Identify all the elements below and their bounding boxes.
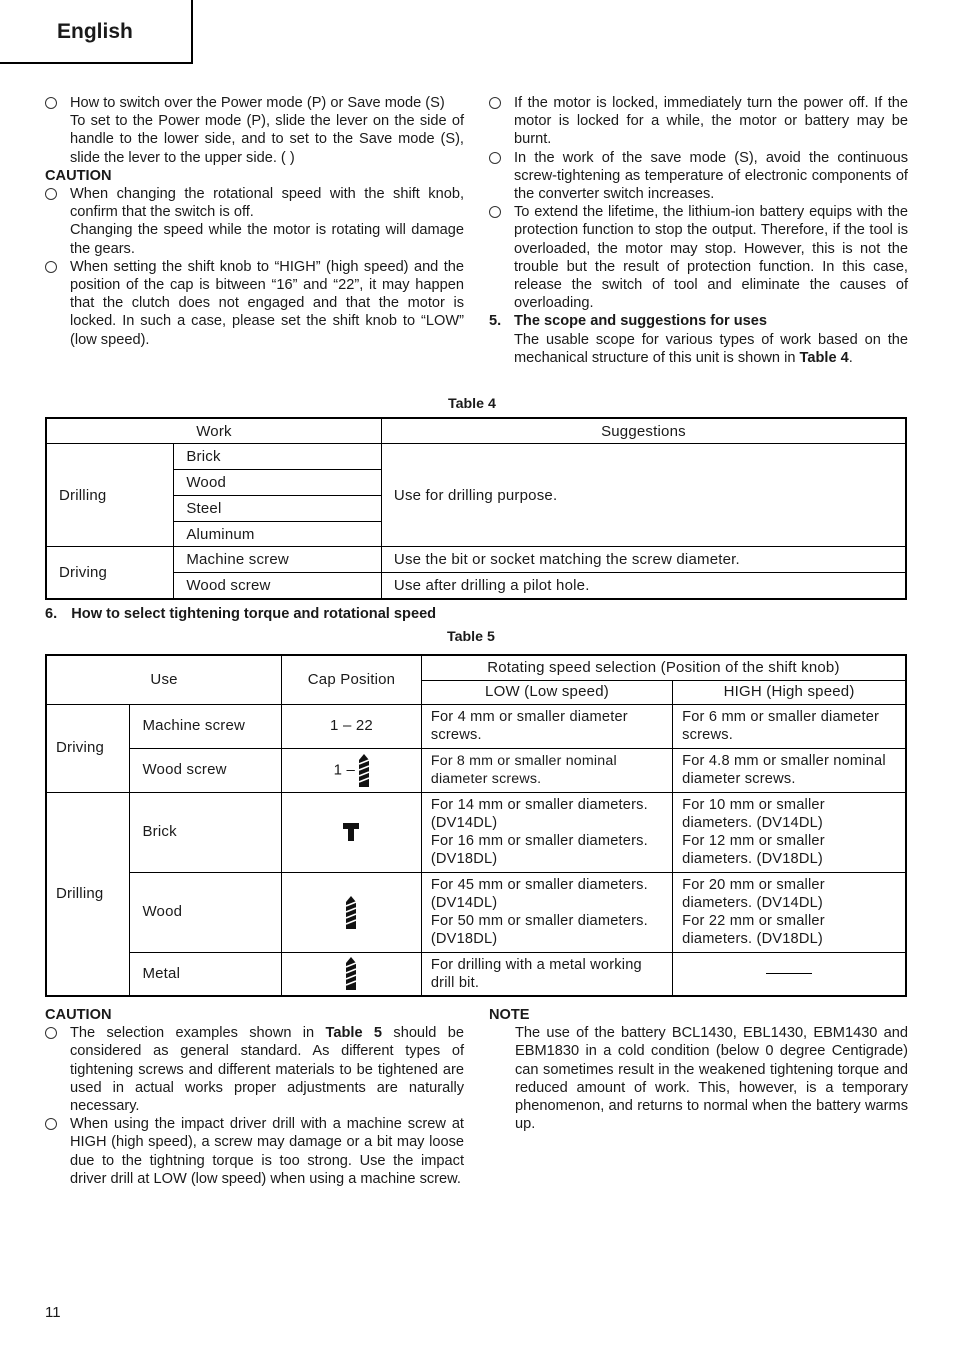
circle-bullet-icon <box>45 188 57 200</box>
table-5 <box>45 654 907 997</box>
cap-position: 1 – <box>282 748 422 792</box>
drill-bit-icon <box>346 896 356 929</box>
list-item <box>489 203 908 312</box>
drill-bit-icon <box>346 957 356 990</box>
header-rotating-speed: Rotating speed selection (Position of the shift knob) <box>421 655 906 680</box>
table-row <box>46 655 906 680</box>
circle-bullet-icon <box>45 261 57 273</box>
high-speed-cell <box>673 952 906 996</box>
caution-clutch-lock: When setting the shift knob to “HIGH” (high speed) and the position of the cap is bitween “16” and “22”, it may happen that the clutch does not engaged and that the motor is locked. In such a case, please set the shift knob to “LOW” (low speed). <box>70 258 464 348</box>
section-5 <box>489 312 908 367</box>
page-number: 11 <box>45 1304 61 1321</box>
header-cap-position: Cap Position <box>282 655 422 704</box>
cap-position <box>282 952 422 996</box>
caution-machine-screw: When using the impact driver drill with a machine screw at HIGH (high speed), a screw may damage or a bit may loose due to the tightning torque is too strong. Use the impact driver drill at LOW (low speed) when using a machine screw. <box>70 1116 464 1187</box>
list-item <box>45 1115 464 1188</box>
table5-caption: Table 5 <box>447 629 495 645</box>
header-suggestions: Suggestions <box>381 418 906 444</box>
language-label: English <box>57 20 133 43</box>
circle-bullet-icon <box>45 1118 57 1130</box>
note-body: The use of the battery BCL1430, EBL1430, EBM1430 and EBM1830 in a cold condition (below 0 degree Centigrade) can sometimes result in the weakened tightening torque and reduced amount of work. This, however, is a temporary phenomenon, and returns to normal when the battery warms up. <box>515 1025 908 1133</box>
save-mode-note: In the work of the save mode (S), avoid the continuous screw-tightening as temperature of electronic components of the converter switch increases. <box>514 149 908 203</box>
cap-position: 1 – 22 <box>282 704 422 748</box>
use-type: Machine screw <box>130 704 282 748</box>
header-low-speed: LOW (Low speed) <box>421 680 672 704</box>
note-heading: NOTE <box>489 1007 530 1023</box>
low-speed-cell: For 4 mm or smaller diameter screws. <box>421 704 672 748</box>
list-item <box>45 258 464 349</box>
work-category: Drilling <box>46 444 174 547</box>
material-cell: Wood <box>174 470 382 496</box>
suggestion-cell: Use for drilling purpose. <box>381 444 906 547</box>
suggestion-cell: Use the bit or socket matching the screw diameter. <box>381 547 906 573</box>
caution-heading: CAUTION <box>45 167 112 184</box>
bottom-right-column <box>489 1006 908 1133</box>
low-speed-cell: For 45 mm or smaller diameters. (DV14DL) For 50 mm or smaller diameters. (DV18DL) <box>421 872 672 952</box>
table-row <box>46 547 906 573</box>
caution-heading: CAUTION <box>45 1007 112 1023</box>
material-cell: Machine screw <box>174 547 382 573</box>
table-row <box>46 748 906 792</box>
table-row <box>46 872 906 952</box>
table-reference: Table 4 <box>799 349 849 366</box>
mode-switch-text: To set to the Power mode (P), slide the lever on the side of handle to the lower side, and to set to the Save mode (S), slide the lever to the upper side. ( ) <box>70 113 464 166</box>
left-column <box>45 94 464 349</box>
list-item <box>489 94 908 149</box>
material-cell: Wood screw <box>174 573 382 599</box>
circle-bullet-icon <box>489 152 501 164</box>
low-speed-cell: For drilling with a metal working drill bit. <box>421 952 672 996</box>
material-cell: Steel <box>174 495 382 521</box>
circle-bullet-icon <box>45 1027 57 1039</box>
list-item <box>489 149 908 204</box>
use-type: Brick <box>130 792 282 872</box>
table-row <box>46 792 906 872</box>
language-tab <box>0 0 193 64</box>
list-item <box>45 1024 464 1115</box>
high-speed-cell: For 10 mm or smaller diameters. (DV14DL) For 12 mm or smaller diameters. (DV18DL) <box>673 792 906 872</box>
low-speed-cell: For 14 mm or smaller diameters. (DV14DL) For 16 mm or smaller diameters. (DV18DL) <box>421 792 672 872</box>
table-row <box>46 444 906 470</box>
table-row <box>46 418 906 444</box>
section-title: How to select tightening torque and rotational speed <box>71 606 437 622</box>
material-cell: Aluminum <box>174 521 382 547</box>
high-speed-cell: For 4.8 mm or smaller nominal diameter screws. <box>673 748 906 792</box>
use-type: Wood <box>130 872 282 952</box>
tbit-icon <box>343 823 359 841</box>
header-work: Work <box>46 418 381 444</box>
high-speed-cell: For 20 mm or smaller diameters. (DV14DL) For 22 mm or smaller diameters. (DV18DL) <box>673 872 906 952</box>
table-4 <box>45 417 907 600</box>
work-category: Driving <box>46 547 174 599</box>
right-column <box>489 94 908 367</box>
use-category: Driving <box>46 704 130 792</box>
table-reference: Table 5 <box>325 1025 383 1042</box>
section-6 <box>45 605 907 623</box>
not-applicable-dash <box>766 973 812 974</box>
table-row <box>46 952 906 996</box>
caution-gear-damage: Changing the speed while the motor is rotating will damage the gears. <box>70 222 464 257</box>
caution-speed-change: When changing the rotational speed with the shift knob, confirm that the switch is off. <box>70 186 464 221</box>
battery-protection-note: To extend the lifetime, the lithium-ion battery equips with the protection function to stop the output. Therefore, if the tool is overloaded, the motor may stop. However, this is not the trouble but the result of protection function. In this case, release the switch of tool and eliminate the causes of overloading. <box>514 204 908 312</box>
list-item <box>45 94 464 167</box>
section-title: The scope and suggestions for uses <box>514 313 768 330</box>
header-high-speed: HIGH (High speed) <box>673 680 906 704</box>
table-row <box>46 573 906 599</box>
section-number: 5. <box>489 313 502 330</box>
section-body: The usable scope for various types of work based on the mechanical structure of this unit is shown in Table 4. <box>514 331 908 366</box>
low-speed-cell: For 8 mm or smaller nominal diameter screws. <box>421 748 672 792</box>
high-speed-cell: For 6 mm or smaller diameter screws. <box>673 704 906 748</box>
circle-bullet-icon <box>489 97 501 109</box>
cap-position <box>282 872 422 952</box>
suggestion-cell: Use after drilling a pilot hole. <box>381 573 906 599</box>
use-type: Metal <box>130 952 282 996</box>
list-item <box>45 185 464 258</box>
circle-bullet-icon <box>45 97 57 109</box>
table-row <box>46 704 906 748</box>
section-number: 6. <box>45 606 58 622</box>
motor-locked-note: If the motor is locked, immediately turn the power off. If the motor is locked for a while, the motor or battery may be burnt. <box>514 95 908 148</box>
cap-position <box>282 792 422 872</box>
table4-caption: Table 4 <box>448 396 496 412</box>
caution-selection-examples: The selection examples shown in Table 5 should be considered as general standard. As different types of tightening screws and different materials to be tightened are used in actual works proper adjustments are naturally necessary. <box>70 1025 464 1115</box>
bottom-left-column <box>45 1006 464 1188</box>
circle-bullet-icon <box>489 206 501 218</box>
drill-bit-icon <box>359 754 369 787</box>
mode-switch-heading: How to switch over the Power mode (P) or Save mode (S) <box>70 95 445 111</box>
use-category: Drilling <box>46 792 130 996</box>
header-use: Use <box>46 655 282 704</box>
use-type: Wood screw <box>130 748 282 792</box>
material-cell: Brick <box>174 444 382 470</box>
